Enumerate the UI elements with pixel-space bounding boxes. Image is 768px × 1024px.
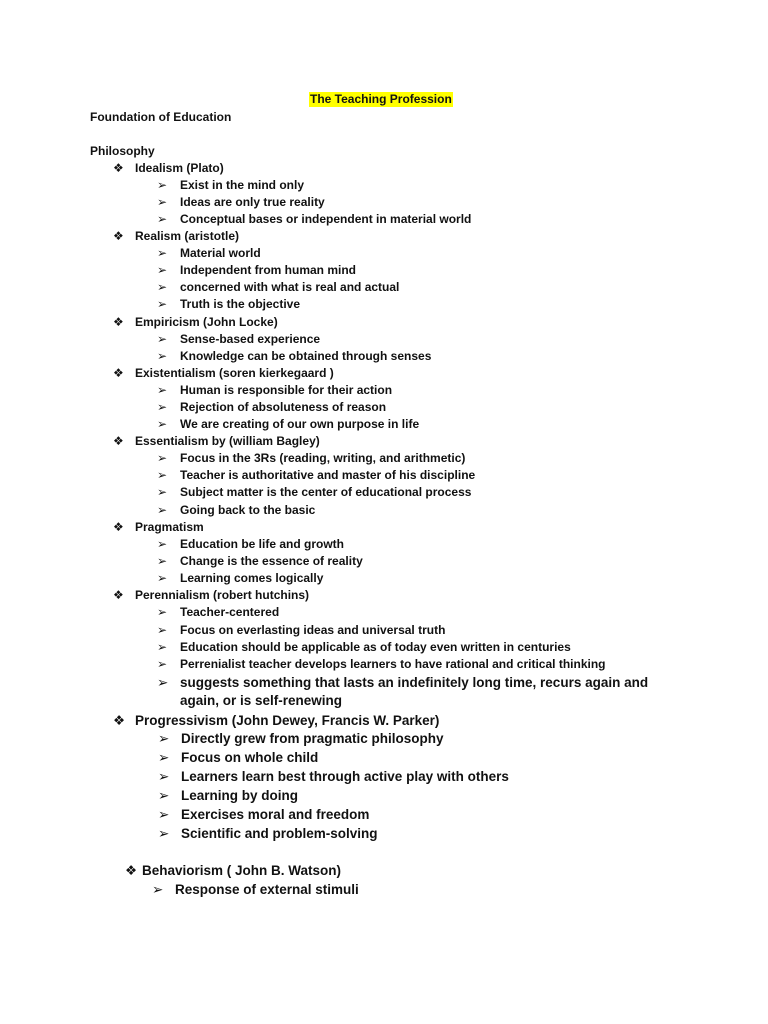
arrow-bullet-icon: ➢: [157, 263, 168, 277]
philosophy-existentialism: ❖ Existentialism (soren kierkegaard ): [113, 366, 334, 380]
diamond-bullet-icon: ❖: [113, 161, 124, 175]
diamond-bullet-icon: ❖: [113, 520, 124, 534]
list-item: ➢ Change is the essence of reality: [157, 554, 363, 568]
arrow-bullet-icon: ➢: [158, 788, 170, 803]
arrow-bullet-icon: ➢: [157, 675, 169, 690]
arrow-bullet-icon: ➢: [157, 246, 168, 260]
arrow-bullet-icon: ➢: [157, 383, 168, 397]
arrow-bullet-icon: ➢: [157, 623, 168, 637]
philosophy-empiricism: ❖ Empiricism (John Locke): [113, 315, 278, 329]
arrow-bullet-icon: ➢: [157, 212, 168, 226]
list-item: ➢ Teacher-centered: [157, 605, 280, 619]
list-item: ➢ Material world: [157, 246, 261, 260]
arrow-bullet-icon: ➢: [157, 485, 168, 499]
arrow-bullet-icon: ➢: [157, 417, 168, 431]
diamond-bullet-icon: ❖: [113, 315, 124, 329]
diamond-bullet-icon: ❖: [125, 863, 138, 878]
arrow-bullet-icon: ➢: [157, 537, 168, 551]
arrow-bullet-icon: ➢: [158, 769, 170, 784]
arrow-bullet-icon: ➢: [157, 571, 168, 585]
arrow-bullet-icon: ➢: [157, 451, 168, 465]
arrow-bullet-icon: ➢: [157, 297, 168, 311]
arrow-bullet-icon: ➢: [158, 750, 170, 765]
arrow-bullet-icon: ➢: [157, 605, 168, 619]
arrow-bullet-icon: ➢: [157, 468, 168, 482]
philosophy-essentialism: ❖ Essentialism by (william Bagley): [113, 434, 320, 448]
arrow-bullet-icon: ➢: [157, 332, 168, 346]
philosophy-progressivism: ❖ Progressivism (John Dewey, Francis W. Parker): [113, 713, 440, 728]
list-item: ➢ Ideas are only true reality: [157, 195, 325, 209]
arrow-bullet-icon: ➢: [157, 554, 168, 568]
section-heading: Foundation of Education: [90, 110, 232, 124]
list-item: ➢ Education be life and growth: [157, 537, 345, 551]
list-item: ➢ Learning comes logically: [157, 571, 324, 585]
arrow-bullet-icon: ➢: [152, 882, 164, 897]
list-item: ➢ Learners learn best through active play with others: [158, 769, 509, 784]
list-item: ➢ Sense-based experience: [157, 332, 321, 346]
list-item: ➢ Focus on whole child: [158, 750, 319, 765]
list-item: ➢ Exist in the mind only: [157, 178, 305, 192]
arrow-bullet-icon: ➢: [157, 503, 168, 517]
arrow-bullet-icon: ➢: [158, 731, 170, 746]
diamond-bullet-icon: ❖: [113, 366, 124, 380]
list-item: ➢ Going back to the basic: [157, 503, 316, 517]
philosophy-pragmatism: ❖ Pragmatism: [113, 520, 204, 534]
list-item: ➢ suggests something that lasts an indefinitely long time, recurs again and again, or is self-renewing: [157, 675, 649, 708]
diamond-bullet-icon: ❖: [113, 434, 124, 448]
list-item: ➢ Perrenialist teacher develops learners to have rational and critical thinking: [157, 657, 606, 671]
list-item: ➢ Directly grew from pragmatic philosophy: [158, 731, 444, 746]
arrow-bullet-icon: ➢: [157, 657, 168, 671]
list-item: ➢ Human is responsible for their action: [157, 383, 393, 397]
list-item: ➢ Subject matter is the center of educational process: [157, 485, 472, 499]
list-item: ➢ Exercises moral and freedom: [158, 807, 370, 822]
list-item: ➢ Scientific and problem-solving: [158, 826, 378, 841]
arrow-bullet-icon: ➢: [157, 195, 168, 209]
list-item: ➢ concerned with what is real and actual: [157, 280, 400, 294]
list-item: ➢ Rejection of absoluteness of reason: [157, 400, 387, 414]
philosophy-behaviorism: ❖ Behaviorism ( John B. Watson): [125, 863, 342, 878]
list-item: ➢ Response of external stimuli: [152, 882, 359, 897]
arrow-bullet-icon: ➢: [157, 178, 168, 192]
list-item: ➢ Focus on everlasting ideas and universal truth: [157, 623, 446, 637]
arrow-bullet-icon: ➢: [158, 807, 170, 822]
philosophy-perennialism: ❖ Perennialism (robert hutchins): [113, 588, 310, 602]
arrow-bullet-icon: ➢: [157, 640, 168, 654]
list-item: ➢ Learning by doing: [158, 788, 298, 803]
philosophy-idealism: ❖ Idealism (Plato): [113, 161, 224, 175]
list-item: ➢ We are creating of our own purpose in life: [157, 417, 420, 431]
list-item: ➢ Focus in the 3Rs (reading, writing, and arithmetic): [157, 451, 466, 465]
diamond-bullet-icon: ❖: [113, 588, 124, 602]
arrow-bullet-icon: ➢: [157, 349, 168, 363]
list-item: ➢ Knowledge can be obtained through senses: [157, 349, 432, 363]
subsection-heading: Philosophy: [90, 144, 155, 158]
document-title: The Teaching Profession: [310, 92, 452, 106]
list-item: ➢ Truth is the objective: [157, 297, 301, 311]
list-item: ➢ Independent from human mind: [157, 263, 356, 277]
diamond-bullet-icon: ❖: [113, 229, 124, 243]
list-item: ➢ Conceptual bases or independent in material world: [157, 212, 472, 226]
philosophy-realism: ❖ Realism (aristotle): [113, 229, 240, 243]
list-item: ➢ Education should be applicable as of today even written in centuries: [157, 640, 571, 654]
arrow-bullet-icon: ➢: [158, 826, 170, 841]
list-item: ➢ Teacher is authoritative and master of his discipline: [157, 468, 476, 482]
diamond-bullet-icon: ❖: [113, 713, 126, 728]
arrow-bullet-icon: ➢: [157, 280, 168, 294]
arrow-bullet-icon: ➢: [157, 400, 168, 414]
